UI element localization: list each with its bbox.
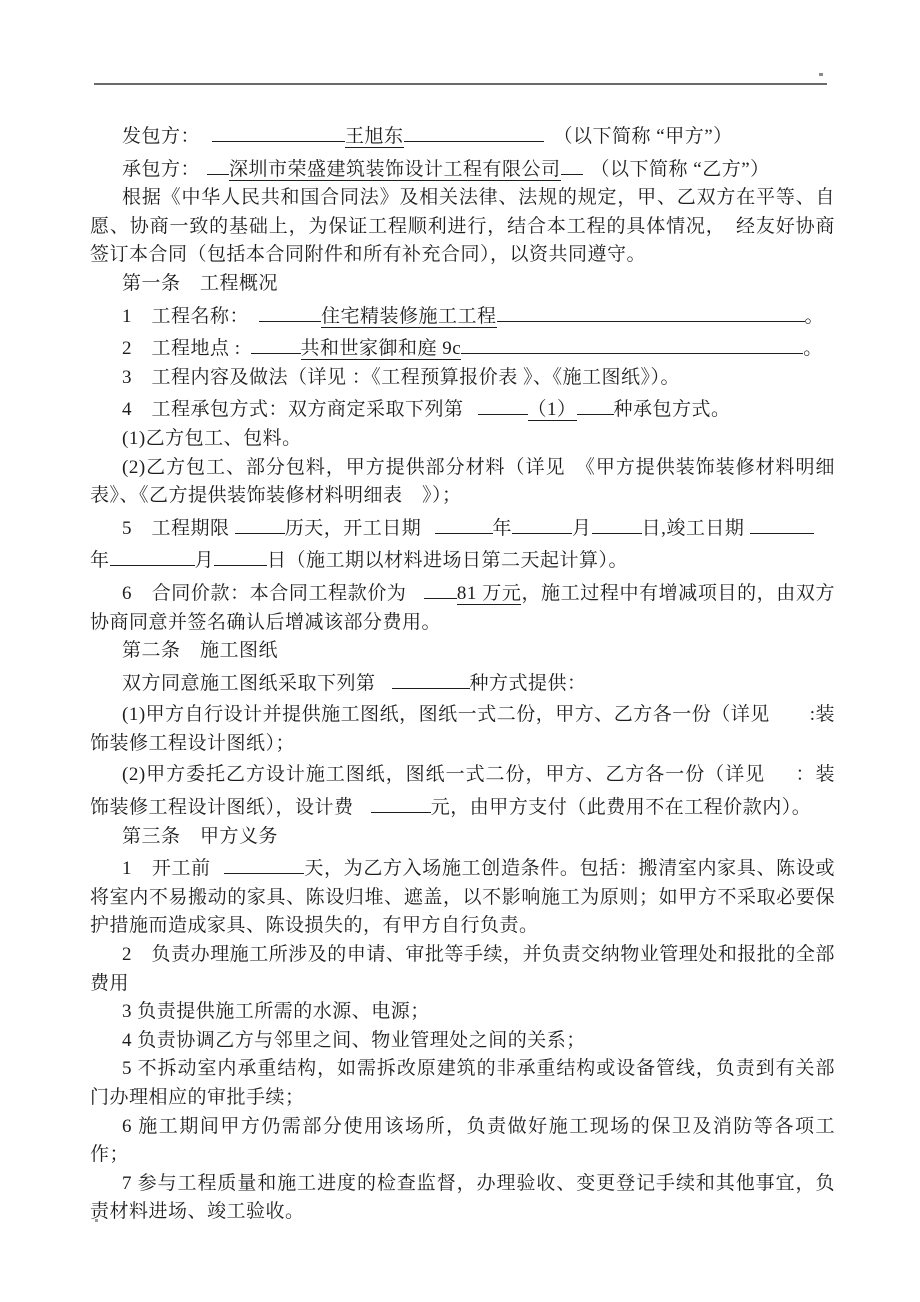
text-run: 月 — [572, 517, 592, 539]
item-contract-price — [90, 576, 835, 637]
gap-space — [770, 698, 810, 720]
gap-space — [216, 852, 224, 874]
party-a-duty-3 — [90, 998, 835, 1027]
item-contract-mode-option-1 — [90, 425, 835, 454]
text-run: (1)甲方自行设计并提供施工图纸，图纸一式二份，甲方、乙方各一份（详见 — [122, 704, 770, 726]
text-run: 年 — [90, 550, 110, 572]
drawings-option-1 — [90, 698, 835, 758]
contract-body — [90, 85, 835, 1227]
text-run: 年 — [492, 517, 513, 539]
section-2-heading — [90, 637, 835, 666]
text-run: 历天，开工日期 — [284, 517, 427, 539]
text-run: 月 — [194, 550, 215, 572]
blank-underline — [592, 511, 642, 534]
drawings-option-2 — [90, 758, 835, 822]
section-3-heading — [90, 823, 835, 852]
gap-space — [241, 332, 251, 354]
gap-space — [376, 667, 392, 689]
text-run: (2)乙方包工、部分包料，甲方提供部分材料（详见 《甲方提供装饰装修材料明细表》、《乙方提供装饰装修材料明细表 》）； — [90, 456, 835, 507]
blank-underline — [235, 511, 285, 534]
gap-space — [200, 153, 207, 175]
gap-space — [412, 577, 424, 599]
blank-underline — [478, 392, 528, 415]
blank-underline — [561, 152, 583, 175]
party-b-line — [90, 152, 835, 185]
text-run: (2)甲方委托乙方设计施工图纸，图纸一式二份，甲方、乙方各一份（详见 — [122, 764, 766, 786]
text-run: 日（施工期以材料进场日第二天起计算）。 — [267, 550, 629, 572]
text-run: (1)乙方包工、包料。 — [122, 427, 302, 449]
blank-underline — [392, 666, 470, 689]
blank-underline — [251, 331, 301, 354]
text-run: 。 — [804, 305, 825, 327]
filled-blank-text: 王旭东 — [345, 126, 404, 147]
text-run: （以下简称 “乙方”） — [590, 158, 770, 180]
blank-underline — [224, 851, 304, 874]
text-run: 1 工程名称： — [122, 305, 250, 327]
text-run: 4 工程承包方式：双方商定采取下列第 — [122, 399, 464, 421]
gap-space — [464, 393, 478, 415]
text-run: 3 工程内容及做法（详见 ：《工程预算报价表 》、《施工图纸》）。 — [122, 366, 681, 388]
blank-underline — [212, 119, 345, 142]
text-run: 。 — [803, 338, 823, 360]
blank-underline — [207, 152, 229, 175]
party-a-duty-1 — [90, 851, 835, 941]
blank-underline — [512, 511, 572, 534]
blank-underline — [404, 119, 544, 142]
text-run: 第一条 工程概况 — [122, 272, 279, 294]
blank-underline — [371, 790, 431, 813]
blank-underline — [424, 576, 457, 599]
blank-underline — [577, 392, 614, 415]
text-run: 7 参与工程质量和施工进度的检查监督，办理验收、变更登记手续和其他事宜，负责材料进场、竣工验收。 — [90, 1172, 835, 1223]
blank-underline — [259, 299, 321, 322]
item-project-duration — [90, 511, 835, 576]
blank-underline — [214, 543, 267, 566]
gap-space — [765, 758, 795, 780]
item-project-name — [90, 299, 835, 332]
gap-space — [359, 791, 371, 813]
preamble-paragraph — [90, 184, 835, 270]
text-run: 承包方： — [122, 158, 201, 180]
party-a-duty-6 — [90, 1113, 835, 1170]
blank-underline — [497, 299, 805, 322]
party-a-line — [90, 119, 835, 152]
item-contract-mode — [90, 392, 835, 425]
blank-underline — [110, 543, 195, 566]
section-1-heading — [90, 270, 835, 299]
text-run: 种方式提供： — [469, 672, 587, 694]
blank-underline — [461, 331, 803, 354]
text-run: 日,竣工日期 — [641, 517, 750, 539]
text-run: 6 施工期间甲方仍需部分使用该场所，负责做好施工现场的保卫及消防等各项工作； — [90, 1115, 835, 1166]
filled-blank-text: 81 万元 — [456, 582, 522, 604]
blank-underline — [435, 511, 493, 534]
section-2-intro — [90, 666, 835, 699]
text-run: 种承包方式。 — [613, 399, 731, 421]
text-run: ：装饰装修工程设计图纸），设计费 — [90, 764, 835, 819]
filled-blank-text: 住宅精装修施工工程 — [321, 305, 497, 327]
party-a-duty-2 — [90, 941, 835, 998]
text-run: 3 负责提供施工所需的水源、电源； — [122, 1001, 430, 1023]
text-run: 发包方： — [122, 126, 201, 147]
filled-blank-text: （1） — [527, 399, 577, 421]
party-a-duty-5 — [90, 1055, 835, 1112]
item-contract-mode-option-2 — [90, 454, 835, 511]
gap-space — [249, 300, 259, 322]
item-project-location — [90, 331, 835, 364]
text-run: 第三条 甲方义务 — [122, 825, 279, 847]
text-run: 5 工程期限 — [122, 517, 235, 539]
item-project-scope — [90, 364, 835, 393]
gap-space — [427, 512, 435, 534]
filled-blank-text: 共和世家御和庭 9c — [300, 338, 462, 360]
stray-dot-top-right — [819, 73, 823, 76]
text-run: （以下简称 “甲方”） — [553, 126, 733, 147]
text-run: 双方同意施工图纸采取下列第 — [122, 672, 376, 694]
text-run: 天，为乙方入场施工创造条件。包括：搬清室内家具、陈设或将室内不易搬动的家具、陈设归堆、遮盖，以不影响施工为原则；如甲方不采取必要保护措施而造成家具、陈设损失的，有甲方自行负责。 — [90, 858, 835, 937]
text-run: 第二条 施工图纸 — [122, 640, 279, 662]
gap-space — [544, 120, 554, 142]
text-run: 2 工程地点 : — [122, 338, 241, 360]
party-a-duty-7 — [90, 1170, 835, 1227]
text-run: 根据《中华人民共和国合同法》及相关法律、法规的规定，甲、乙双方在平等、自愿、协商一致的基础上，为保证工程顺利进行，结合本工程的具体情况， 经友好协商签订本合同（包括本合同附件和所有补充合同），以资共同遵守。 — [90, 187, 835, 266]
text-run: 4 负责协调乙方与邻里之间、物业管理处之间的关系； — [122, 1029, 586, 1051]
text-run: ，施工过程中有增减项目的，由双方协商同意并签名确认后增减该部分费用。 — [90, 582, 835, 633]
text-run: :装饰装修工程设计图纸）； — [90, 704, 835, 754]
text-run: 5 不拆动室内承重结构，如需拆改原建筑的非承重结构或设备管线，负责到有关部门办理相应的审批手续； — [90, 1058, 835, 1108]
text-run: 元，由甲方支付（此费用不在工程价款内）。 — [430, 797, 812, 819]
filled-blank-text: 深圳市荣盛建筑装饰设计工程有限公司 — [229, 158, 561, 180]
gap-space — [583, 153, 591, 175]
gap-space — [200, 120, 212, 142]
party-a-duty-4 — [90, 1027, 835, 1056]
blank-underline — [750, 511, 814, 534]
text-run: 2 负责办理施工所涉及的申请、审批等手续，并负责交纳物业管理处和报批的全部费用 — [90, 944, 835, 994]
text-run: 1 开工前 — [122, 858, 217, 880]
text-run: 6 合同价款：本合同工程款价为 — [122, 582, 412, 604]
